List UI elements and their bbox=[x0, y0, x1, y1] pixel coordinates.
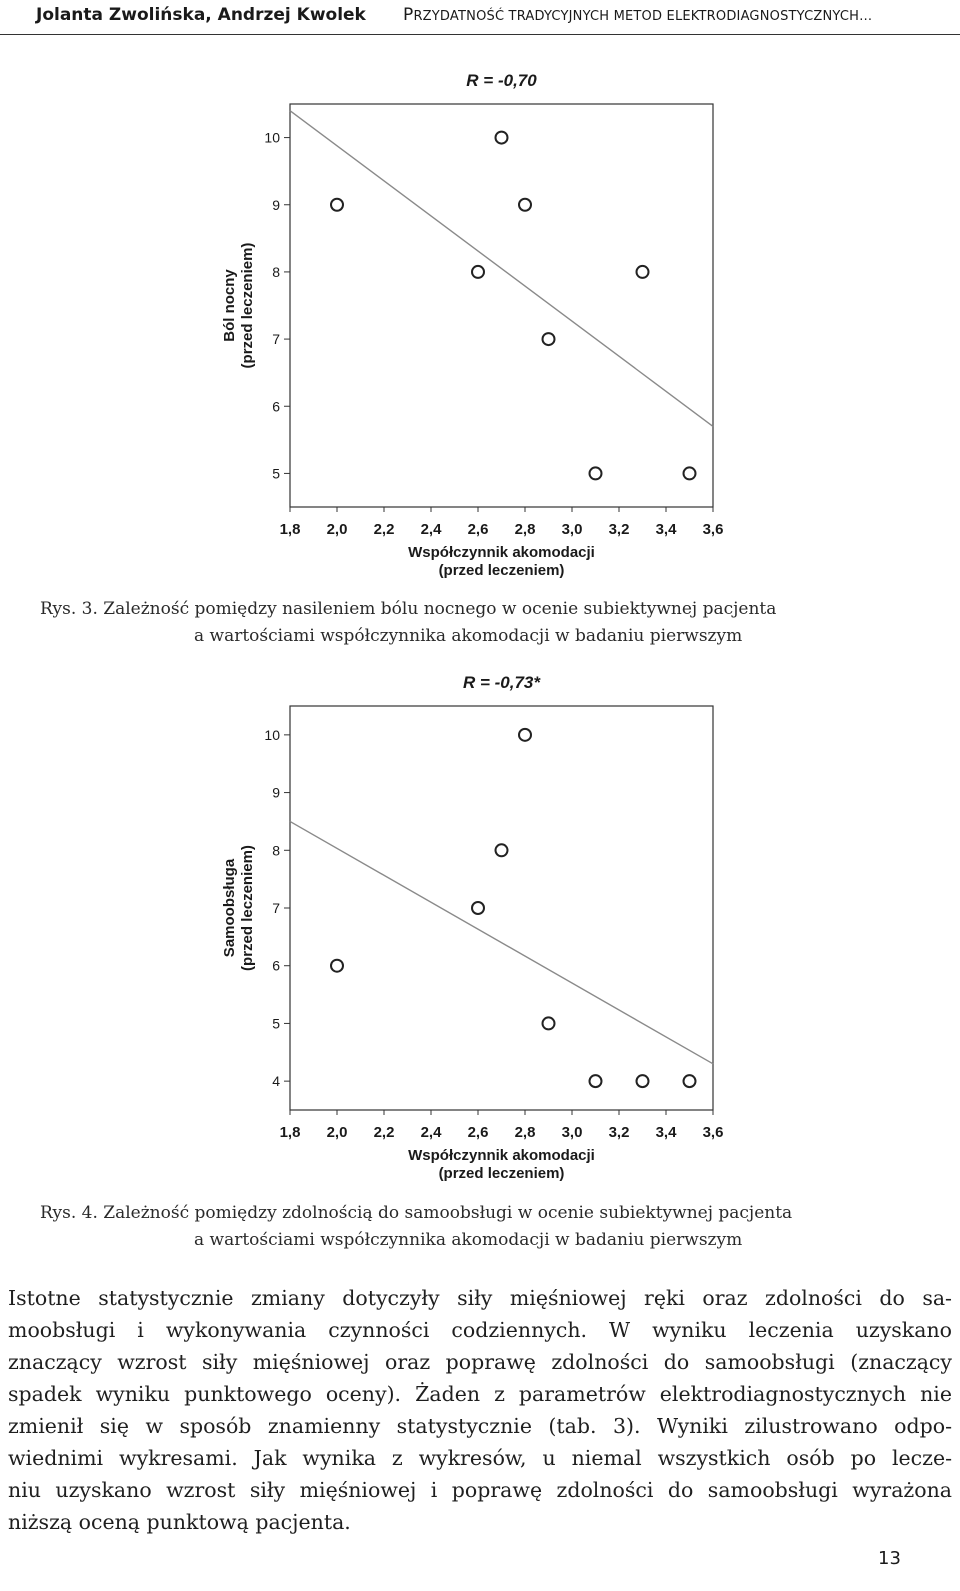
data-point bbox=[684, 1075, 696, 1087]
caption-rys-3-line2: a wartościami współczynnika akomodacji w badaniu pierwszym bbox=[194, 626, 743, 646]
body-line: moobsługi i wykonywania czynności codziennych. W wyniku leczenia uzyskano bbox=[8, 1318, 952, 1342]
header-running-title bbox=[403, 5, 872, 25]
x-tick-label: 3,4 bbox=[655, 521, 677, 538]
x-tick-label: 2,6 bbox=[467, 1124, 489, 1141]
chart-rys-4 bbox=[0, 668, 960, 1208]
running-header bbox=[0, 0, 960, 35]
x-tick-label: 3,0 bbox=[561, 1124, 583, 1141]
y-tick-label: 9 bbox=[272, 196, 280, 213]
caption-rys-3 bbox=[40, 596, 920, 650]
caption-rys-4 bbox=[40, 1200, 920, 1254]
y-axis-label-sub: (przed leczeniem) bbox=[239, 242, 256, 369]
x-tick-label: 2,0 bbox=[326, 1124, 348, 1141]
y-tick-label: 7 bbox=[272, 331, 280, 348]
x-tick-label: 3,2 bbox=[608, 1124, 630, 1141]
data-point bbox=[684, 467, 696, 479]
x-tick-label: 2,2 bbox=[373, 1124, 395, 1141]
y-tick-label: 10 bbox=[264, 726, 280, 743]
page-number: 13 bbox=[878, 1548, 901, 1569]
y-tick-label: 5 bbox=[272, 465, 280, 482]
data-point bbox=[519, 729, 531, 741]
y-tick-label: 8 bbox=[272, 842, 280, 859]
running-title-text bbox=[403, 5, 872, 25]
body-line: spadek wyniku punktowego oceny). Żaden z parametrów elektrodiagnostycznych nie bbox=[8, 1382, 952, 1406]
x-tick-label: 2,4 bbox=[420, 1124, 442, 1141]
body-paragraph bbox=[8, 1282, 952, 1538]
x-tick-label: 3,2 bbox=[608, 521, 630, 538]
body-line: znaczący wzrost siły mięśniowej oraz poprawę zdolności do samoobsługi (znaczący bbox=[8, 1350, 952, 1374]
y-axis-label: Ból nocny bbox=[221, 269, 238, 342]
body-line: Istotne statystycznie zmiany dotyczyły siły mięśniowej ręki oraz zdolności do sa- bbox=[8, 1286, 952, 1310]
chart-title: R = -0,70 bbox=[466, 71, 537, 90]
chart-title: R = -0,73* bbox=[462, 673, 541, 692]
x-tick-label: 3,4 bbox=[655, 1124, 677, 1141]
data-point bbox=[543, 1017, 555, 1029]
data-point bbox=[519, 199, 531, 211]
x-axis-label: Współczynnik akomodacji bbox=[408, 544, 595, 561]
data-point bbox=[637, 266, 649, 278]
data-point bbox=[331, 199, 343, 211]
data-point bbox=[590, 1075, 602, 1087]
caption-rys-4-line1: Rys. 4. Zależność pomiędzy zdolnością do samoobsługi w ocenie subiektywnej pacjenta bbox=[40, 1203, 793, 1223]
caption-rys-3-line1: Rys. 3. Zależność pomiędzy nasileniem bólu nocnego w ocenie subiektywnej pacjenta bbox=[40, 599, 777, 619]
body-line: niższą oceną punktową pacjenta. bbox=[8, 1510, 351, 1534]
y-tick-label: 7 bbox=[272, 900, 280, 916]
regression-line bbox=[290, 821, 713, 1063]
y-tick-label: 6 bbox=[272, 957, 280, 974]
y-tick-label: 8 bbox=[272, 263, 280, 280]
data-point bbox=[543, 333, 555, 345]
x-tick-label: 3,6 bbox=[702, 1124, 724, 1141]
x-tick-label: 1,8 bbox=[279, 521, 301, 538]
plot-frame bbox=[290, 104, 713, 507]
y-tick-label: 4 bbox=[272, 1073, 280, 1090]
body-line: wiednimi wykresami. Jak wynika z wykresów, u niemal wszystkich osób po lecze- bbox=[8, 1446, 952, 1470]
running-title-rest: RZYDATNOŚĆ TRADYCYJNYCH METOD ELEKTRODIAGNOSTYCZNYCH… bbox=[413, 9, 873, 24]
x-tick-label: 2,0 bbox=[326, 521, 348, 538]
x-tick-label: 3,6 bbox=[702, 521, 724, 538]
x-axis-label-sub: (przed leczeniem) bbox=[438, 1165, 565, 1182]
data-point bbox=[472, 902, 484, 914]
y-tick-label: 10 bbox=[264, 129, 280, 146]
y-axis-label-sub: (przed leczeniem) bbox=[239, 845, 256, 971]
caption-rys-4-line2: a wartościami współczynnika akomodacji w badaniu pierwszym bbox=[194, 1230, 743, 1250]
x-axis-label-sub: (przed leczeniem) bbox=[438, 562, 565, 579]
data-point bbox=[472, 266, 484, 278]
x-tick-label: 2,8 bbox=[514, 1124, 536, 1141]
x-tick-label: 3,0 bbox=[561, 521, 583, 538]
data-point bbox=[590, 467, 602, 479]
x-tick-label: 2,8 bbox=[514, 521, 536, 538]
header-authors: Jolanta Zwolińska, Andrzej Kwolek bbox=[36, 5, 366, 25]
body-line: niu uzyskano wzrost siły mięśniowej i poprawę zdolności do samoobsługi wyrażona bbox=[8, 1478, 952, 1502]
y-tick-label: 9 bbox=[272, 784, 280, 801]
body-line: zmienił się w sposób znamienny statystycznie (tab. 3). Wyniki zilustrowano odpo- bbox=[8, 1414, 952, 1438]
y-tick-label: 5 bbox=[272, 1015, 280, 1032]
plot-frame bbox=[290, 706, 713, 1110]
data-point bbox=[331, 960, 343, 972]
data-point bbox=[496, 132, 508, 144]
x-axis-label: Współczynnik akomodacji bbox=[408, 1147, 595, 1164]
x-tick-label: 2,6 bbox=[467, 521, 489, 538]
x-tick-label: 2,2 bbox=[373, 521, 395, 538]
chart-rys-3 bbox=[0, 60, 960, 660]
running-title-initial: P bbox=[403, 5, 414, 25]
regression-line bbox=[290, 111, 713, 427]
data-point bbox=[637, 1075, 649, 1087]
x-tick-label: 1,8 bbox=[279, 1124, 301, 1141]
y-tick-label: 6 bbox=[272, 398, 280, 415]
x-tick-label: 2,4 bbox=[420, 521, 442, 538]
data-point bbox=[496, 844, 508, 856]
y-axis-label: Samoobsługa bbox=[221, 858, 238, 958]
